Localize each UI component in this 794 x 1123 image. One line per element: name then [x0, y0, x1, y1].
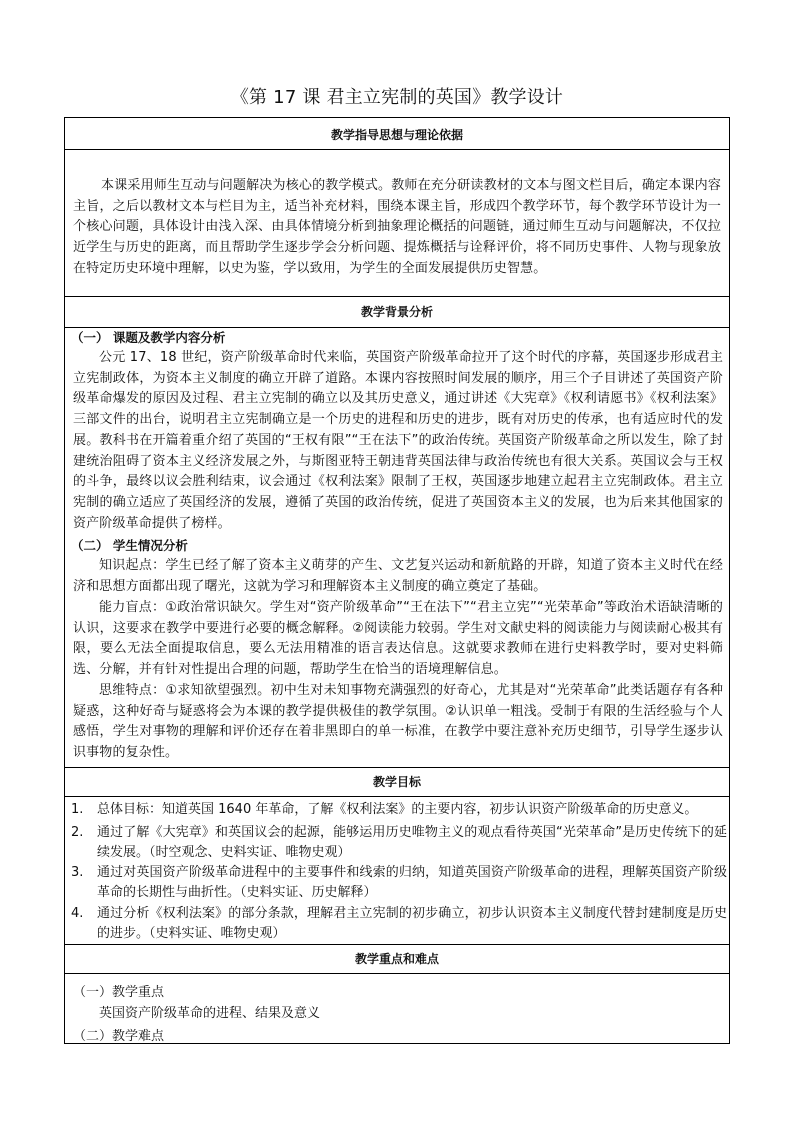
- divider: [65, 767, 729, 768]
- objective-number: 3.: [71, 865, 84, 880]
- teaching-focus-text: 英国资产阶级革命的进程、结果及意义: [99, 1006, 321, 1021]
- divider: [65, 973, 729, 974]
- divider: [65, 796, 729, 797]
- objective-item: [71, 863, 727, 903]
- content-analysis-title: （一） 课题及教学内容分析: [71, 330, 226, 345]
- teaching-focus-title: （一）教学重点: [73, 985, 165, 1000]
- content-analysis-body: 公元 17、18 世纪，资产阶级革命时代来临，英国资产阶级革命拉开了这个时代的序幕，英国逐步形成君主立宪制政体，为资本主义制度的确立开辟了道路。本课内容按照时间发展的顺序，用三个子目讲述了英国资产阶级革命爆发的原因及过程、君主立宪制的确立以及其历史意义，通过讲述《大宪章》《权利请愿书》《权利法案》三部文件的出台，说明君主立宪制确立是一个历史的进程和历史的进步，既有对历史的传承，也有适应时代的发展。教科书在开篇着重介绍了英国的“王权有限”“王在法下”的政治传统。英国资产阶级革命之所以发生，除了封建统治阻碍了资本主义经济发展之外，与斯图亚特王朝违背英国法律与政治传统也有很大关系。英国议会与王权的斗争，最终以议会胜利结束，议会通过《权利法案》限制了王权，英国逐步地建立起君主立宪制政体。君主立宪制的确立适应了英国经济的发展，遵循了英国的政治传统，促进了英国资本主义的发展，也为后来其他国家的资产阶级革命提供了榜样。: [73, 350, 723, 531]
- teaching-difficulty-title: （二）教学难点: [73, 1029, 165, 1044]
- divider: [65, 296, 729, 297]
- objectives-section-header: 教学目标: [372, 775, 421, 789]
- ability-blind-spots: 能力盲点：①政治常识缺欠。学生对“资产阶级革命”“王在法下”“君主立宪”“光荣革命”等政治术语缺清晰的认识，这要求在教学中要进行必要的概念解释。②阅读能力较弱。学生对文献史料的阅读能力与阅读耐心极其有限，要么无法全面提取信息，要么无法用精准的语言表达信息。这就要求教师在进行史料教学时，要对史料筛选、分解，并有针对性提出合理的问题，帮助学生在恰当的语境理解信息。: [73, 600, 723, 678]
- objective-text: 通过了解《大宪章》和英国议会的起源，能够运用历史唯物主义的观点看待英国“光荣革命”是历史传统下的延续发展。（时空观念、史料实证、唯物史观）: [97, 825, 727, 860]
- knowledge-start-point: 知识起点：学生已经了解了资本主义萌芽的产生、文艺复兴运动和新航路的开辟，知道了资本主义时代在经济和思想方面都出现了曙光，这就为学习和理解资本主义制度的确立奠定了基础。: [73, 558, 723, 594]
- objective-number: 1.: [71, 802, 84, 817]
- objective-number: 2.: [71, 825, 84, 840]
- background-section-header: 教学背景分析: [360, 305, 433, 319]
- divider: [65, 327, 729, 328]
- thinking-characteristics: 思维特点：①求知欲望强烈。初中生对未知事物充满强烈的好奇心，尤其是对“光荣革命”此类话题存有各种疑惑，这种好奇与疑惑将会为本课的教学提供极佳的教学氛围。②认识单一粗浅。受制于有限的生活经验与个人感悟，学生对事物的理解和评价还存在着非黑即白的单一标准，在教学中要注意补充历史细节，引导学生逐步认识事物的复杂性。: [73, 683, 723, 761]
- lesson-plan-table: [64, 117, 730, 1044]
- guiding-section-header: 教学指导思想与理论依据: [330, 128, 463, 142]
- objective-item: [71, 823, 727, 863]
- objective-text: 通过对英国资产阶级革命进程中的主要事件和线索的归纳，知道英国资产阶级革命的进程，理解英国资产阶级革命的长期性与曲折性。（史料实证、历史解释）: [97, 865, 727, 900]
- objective-text: 总体目标：知道英国 1640 年革命，了解《权利法案》的主要内容，初步认识资产阶级革命的历史意义。: [97, 802, 698, 817]
- objective-item: [71, 904, 727, 944]
- student-analysis-title: （二） 学生情况分析: [71, 538, 188, 553]
- divider: [65, 944, 729, 945]
- divider: [65, 149, 729, 150]
- keypoints-section-header: 教学重点和难点: [354, 952, 439, 966]
- objective-item: [71, 800, 727, 820]
- objective-text: 通过分析《权利法案》的部分条款，理解君主立宪制的初步确立，初步认识资本主义制度代替封建制度是历史的进步。（史料实证、唯物史观）: [97, 906, 727, 941]
- guiding-body: 本课采用师生互动与问题解决为核心的教学模式。教师在充分研读教材的文本与图文栏目后，确定本课内容主旨，之后以教材文本与栏目为主，适当补充材料，围绕本课主旨，形成四个教学环节，每个教学环节设计为一个核心问题，具体设计由浅入深、由具体情境分析到抽象理论概括的问题链，通过师生互动与问题解决，不仅拉近学生与历史的距离，而且帮助学生逐步学会分析问题、提炼概括与诠释评价，将不同历史事件、人物与现象放在特定历史环境中理解，以史为鉴，学以致用，为学生的全面发展提供历史智慧。: [73, 178, 721, 276]
- document-title: 《第 17 课 君主立宪制的英国》教学设计: [230, 87, 564, 108]
- objective-number: 4.: [71, 906, 84, 921]
